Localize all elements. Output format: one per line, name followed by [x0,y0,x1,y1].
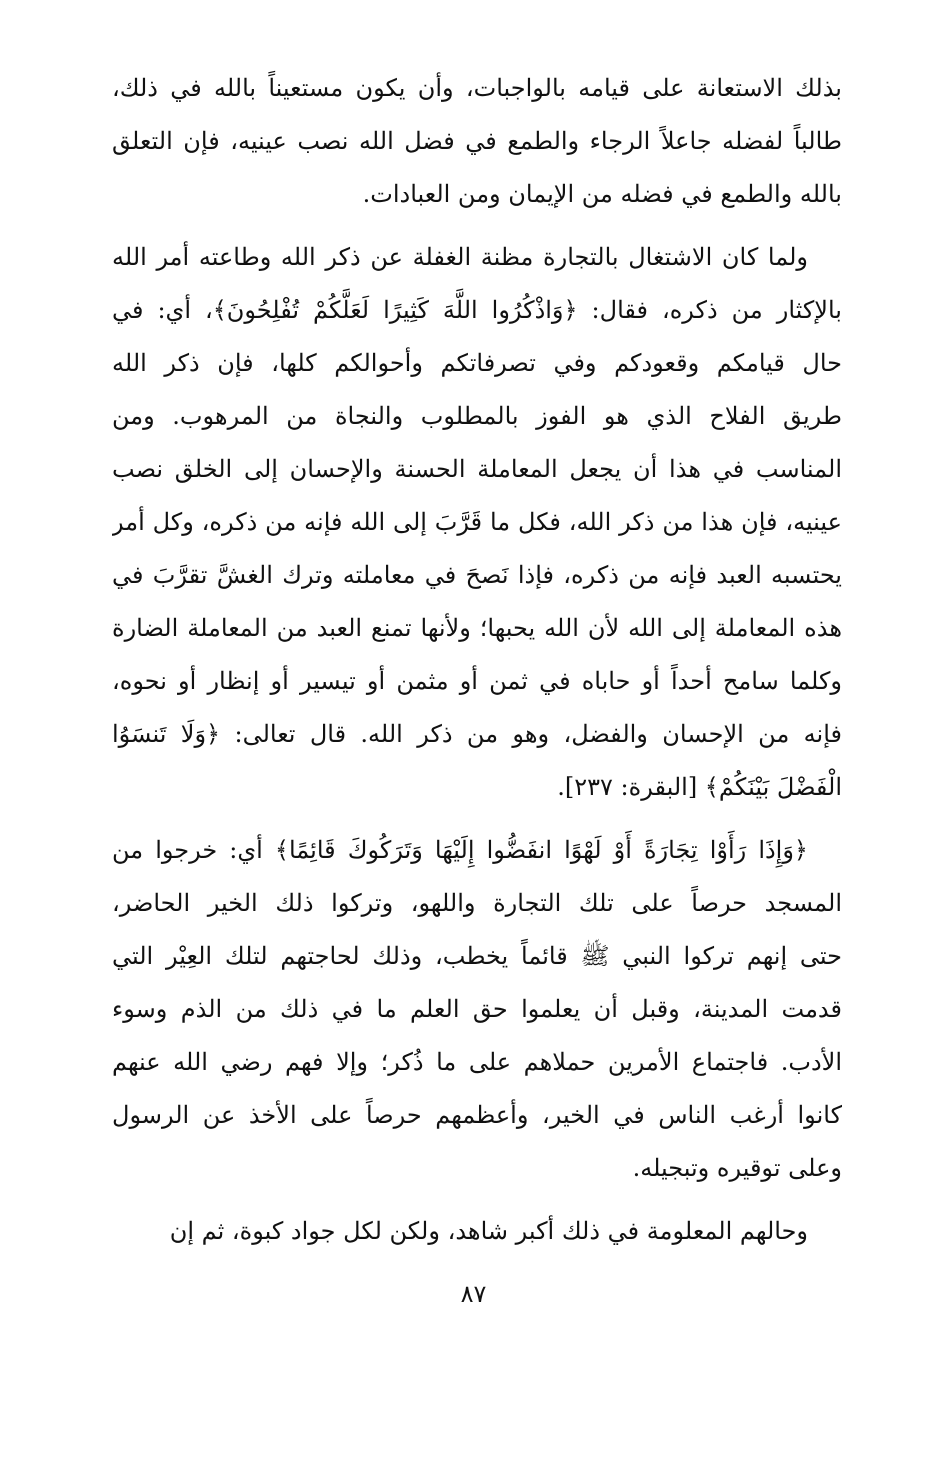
text-line: الْفَضْلَ بَيْنَكُمْ﴾ [البقرة: ٢٣٧]. [557,773,842,801]
text-line: فإنه من الإحسان والفضل، وهو من ذكر الله. قال تعالى: ﴿وَلَا تَنسَوُا [112,720,842,748]
text-line: وكلما سامح أحداً أو حاباه في ثمن أو مثمن أو تيسير أو إنظار أو نحوه، [112,667,842,695]
text-line: هذه المعاملة إلى الله لأن الله يحبها؛ ولأنها تمنع العبد من المعاملة الضارة [112,614,842,642]
text-line: حتى إنهم تركوا النبي ﷺ قائماً يخطب، وذلك لحاجتهم لتلك العِيْر التي [112,942,842,970]
text-line: طالباً لفضله جاعلاً الرجاء والطمع في فضل الله نصب عينيه، فإن التعلق [112,127,842,155]
paragraph [112,824,842,1195]
body-text [112,62,842,1258]
text-line: بالإكثار من ذكره، فقال: ﴿وَاذْكُرُوا اللَّهَ كَثِيرًا لَعَلَّكُمْ تُفْلِحُونَ﴾، أي: في [112,296,842,324]
text-line: الأدب. فاجتماع الأمرين حملاهم على ما ذُكر؛ وإلا فهم رضي الله عنهم [112,1048,842,1076]
text-line: بالله والطمع في فضله من الإيمان ومن العبادات. [362,180,842,208]
paragraph [112,62,842,221]
text-line: يحتسبه العبد فإنه من ذكره، فإذا نَصحَ في معاملته وترك الغشَّ تقرَّبَ في [112,561,842,589]
paragraph [112,1205,842,1258]
text-line: بذلك الاستعانة على قيامه بالواجبات، وأن يكون مستعيناً بالله في ذلك، [112,74,842,102]
text-line: ﴿وَإِذَا رَأَوْا تِجَارَةً أَوْ لَهْوًا انفَضُّوا إِلَيْهَا وَتَرَكُوكَ قَائِمًا﴾ أي: خرجوا من [112,836,808,864]
page-number: ٨٧ [460,1280,487,1308]
text-line: المناسب في هذا أن يجعل المعاملة الحسنة والإحسان إلى الخلق نصب [112,455,842,483]
text-line: طريق الفلاح الذي هو الفوز بالمطلوب والنجاة من المرهوب. ومن [112,402,842,430]
text-line: المسجد حرصاً على تلك التجارة واللهو، وتركوا ذلك الخير الحاضر، [112,889,842,917]
text-line: عينيه، فإن هذا من ذكر الله، فكل ما قَرَّبَ إلى الله فإنه من ذكره، وكل أمر [112,508,842,536]
text-line: ولما كان الاشتغال بالتجارة مظنة الغفلة عن ذكر الله وطاعته أمر الله [112,243,808,271]
text-line: حال قيامكم وقعودكم وفي تصرفاتكم وأحوالكم كلها، فإن ذكر الله [112,349,842,377]
paragraph [112,231,842,814]
text-line: كانوا أرغب الناس في الخير، وأعظمهم حرصاً على الأخذ عن الرسول [112,1101,842,1129]
text-line: قدمت المدينة، وقبل أن يعلموا حق العلم ما في ذلك من الذم وسوء [112,995,842,1023]
text-line: وعلى توقيره وتبجيله. [632,1154,842,1182]
text-line: وحالهم المعلومة في ذلك أكبر شاهد، ولكن لكل جواد كبوة، ثم إن [169,1217,808,1245]
